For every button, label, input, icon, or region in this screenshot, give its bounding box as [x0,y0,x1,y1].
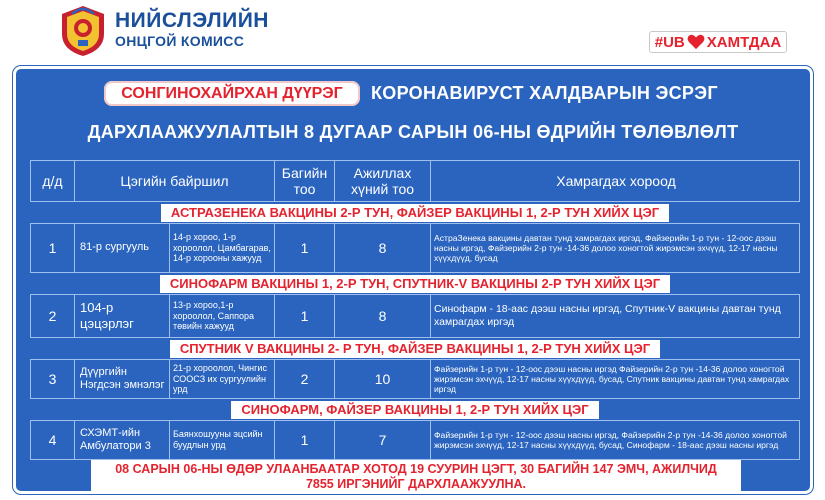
row-teams: 1 [275,295,335,337]
org-title [115,10,269,48]
row-coverage: Файзерийн 1-р тун - 12-оос дээш насны иргэд, Файзерийн 2-р тун -14-36 долоо хоногтой жирэмсэн эхчүүд, 12-17 насны хүүхдүүд, бусад, Синофарм - 18-аас дээш насны иргэд [434,429,787,450]
section-header [30,400,800,419]
table-row [30,420,800,460]
row-teams: 2 [275,360,335,398]
table-row [30,359,800,399]
title-line2: ДАРХЛААЖУУЛАЛТЫН 8 ДУГААР САРЫН 06-НЫ ӨДРИЙН ТӨЛӨВЛӨЛТ [87,122,739,142]
tag-suffix: ХАМТДАА [706,33,782,51]
footer-line1: 08 САРЫН 06-НЫ ӨДӨР УЛААНБААТАР ХОТОД 19 СУУРИН ЦЭГТ, 30 БАГИЙН 147 ЭМЧ, АЖИЛЧИД [115,462,717,476]
table-row [30,294,800,338]
row-name: 104-р цэцэрлэг [75,295,170,337]
row-area: Баянхошууны эцсийн буудлын урд [170,421,275,459]
col-coverage: Хамрагдах хороод [556,172,676,189]
row-staff: 10 [335,360,431,398]
row-num: 4 [31,421,75,459]
section-label: СИНОФАРМ ВАКЦИНЫ 1, 2-Р ТУН, СПУТНИК-V ВАКЦИНЫ 2-Р ТУН ХИЙХ ЦЭГ [160,275,670,293]
section-header [30,339,800,358]
row-num: 1 [31,224,75,272]
col-staff: Ажиллах хүний тоо [335,161,431,201]
title-line1: КОРОНАВИРУСТ ХАЛДВАРЫН ЭСРЭГ [371,83,718,103]
row-name: Дүүргийн Нэгдсэн эмнэлэг [75,360,170,398]
heart-icon [687,34,705,50]
row-coverage: АстраЗенека вакцины давтан тунд хамрагдах иргэд, Файзерийн 1-р тун - 12-оос дээш насны иргэд, Файзерийн 2-р тун -14-36 долоо хоногтой жирэмсэн эхчүүд, 12-17 насны хүүхдүүд, бусад [434,232,778,264]
section-header [30,274,800,293]
vaccination-table [30,160,800,460]
table-row [30,223,800,273]
row-teams: 1 [275,224,335,272]
schedule-panel [13,66,813,494]
row-coverage: Синофарм - 18-аас дээш насны иргэд, Спутник-V вакцины давтан тунд хамрагдах иргэд [434,303,781,328]
row-area: 14-р хороо, 1-р хороолол, Цамбагарав, 14-р хорооны хажууд [170,224,275,272]
row-num: 2 [31,295,75,337]
summary-footer [91,460,741,494]
col-location: Цэгийн байршил [75,161,275,201]
table-header [30,160,800,202]
row-name: СХЭМТ-ийн Амбулатори 3 [75,421,170,459]
section-header [30,203,800,222]
col-num: д/д [31,161,75,201]
footer-line2: 7855 ИРГЭНИЙГ ДАРХЛААЖУУЛНА. [305,477,527,491]
row-num: 3 [31,360,75,398]
org-title-line2: ОНЦГОЙ КОМИСС [115,33,245,49]
row-staff: 8 [335,295,431,337]
ub-hamtdaa-tag [649,31,787,53]
section-label: АСТРАЗЕНЕКА ВАКЦИНЫ 2-Р ТУН, ФАЙЗЕР ВАКЦИНЫ 1, 2-Р ТУН ХИЙХ ЦЭГ [161,204,669,222]
row-coverage: Файзерийн 1-р тун - 12-оос дээш насны иргэд Файзерийн 2-р тун -14-36 долоо хоногтой жирэмсэн эхчүүд, 12-17 насны хүүхдүүд, бусад, Спутник вакцины давтан тунд хамрагдах иргэд [434,363,790,395]
section-label: СПУТНИК V ВАКЦИНЫ 2- Р ТУН, ФАЙЗЕР ВАКЦИНЫ 1, 2-Р ТУН ХИЙХ ЦЭГ [170,340,660,358]
row-staff: 8 [335,224,431,272]
org-title-line1: НИЙСЛЭЛИЙН [115,9,269,32]
district-badge: СОНГИНОХАЙРХАН ДҮҮРЭГ [104,81,360,106]
page-header [0,0,825,62]
row-teams: 1 [275,421,335,459]
row-area: 21-р хороолол, Чингис СООСЗ их сургуулийн урд [170,360,275,398]
city-emblem-icon [58,4,108,58]
tag-prefix: #UB [654,33,685,51]
col-teams: Багийн тоо [275,161,335,201]
row-area: 13-р хороо,1-р хороолол, Саппора төвийн хажууд [170,295,275,337]
section-label: СИНОФАРМ, ФАЙЗЕР ВАКЦИНЫ 1, 2-Р ТУН ХИЙХ ЦЭГ [231,401,598,419]
row-name: 81-р сургууль [75,224,170,272]
row-staff: 7 [335,421,431,459]
